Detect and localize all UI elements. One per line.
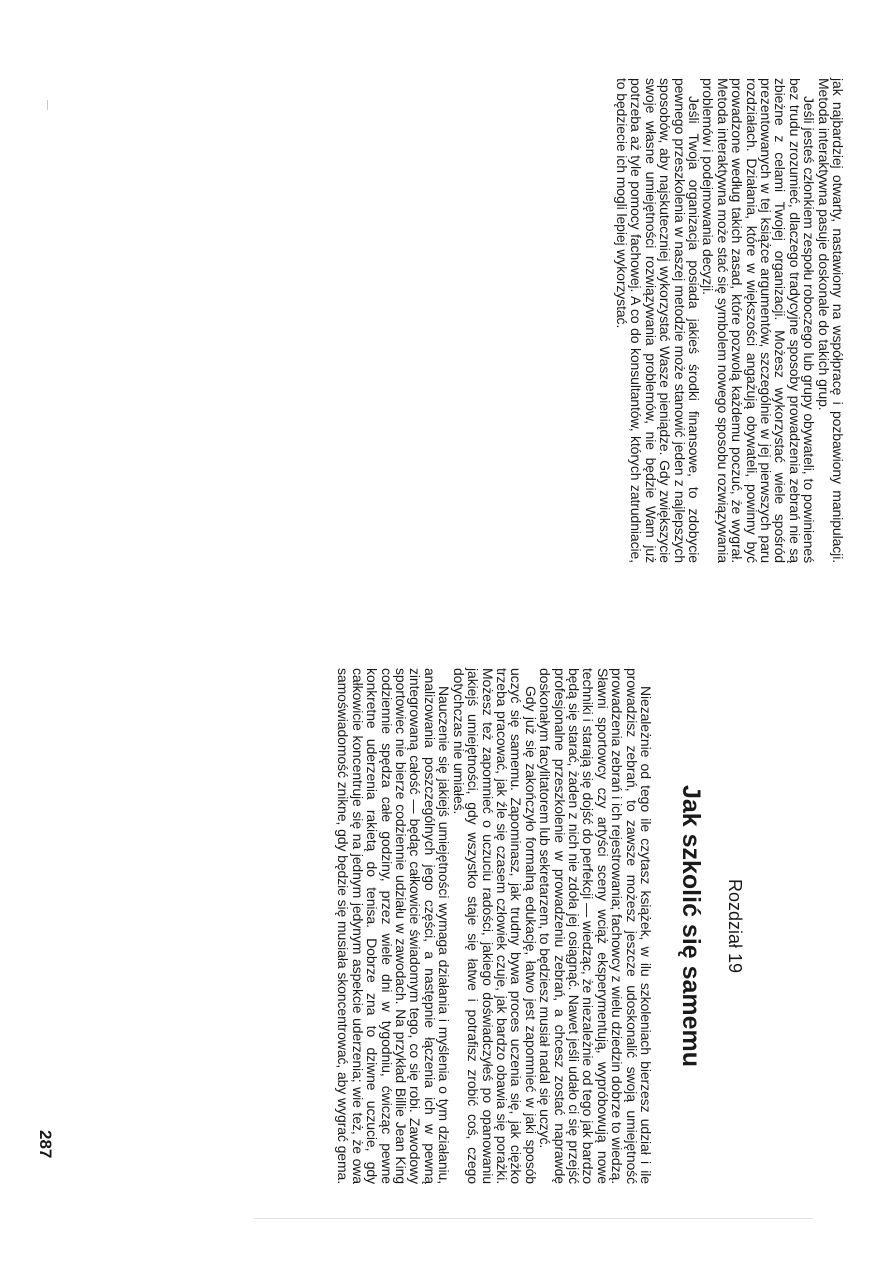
paragraph: Nauczenie się jakiejś umiejętności wymaga działania i myślenia o tym działaniu, analizowania poszczególnych jego części, a następnie łączenia ich w pewną zintegrowaną całość — będąc całkowicie świadomym tego, co się robi. Zawodowy sportowiec nie bierze codziennie udziału w zawodach. Na przykład Billie Jean King codziennie spędza całe godziny, przez wiele dni w tygodniu, ćwicząc pewne konkretne uderzenia rakietą do tenisa. Dobrze zna to dziwne uczucie, gdy całkowicie koncentruje się na jednym jedynym aspekcie uderzenia; wie też, że owa samoświadomość znikne, gdy będzie się musiała skoncentrować, aby wygrać gema. bbox=[335, 668, 453, 1184]
page-number: 287 bbox=[36, 1130, 55, 1159]
paragraph: Gdy już się zakończyło formalną edukację, łatwo jest zapomnieć w jaki sposób uczyć się samemu. Zapominasz, jak trudny bywa proces uczenia się, jak ciężko trzeba pracować, jak źle się czasem człowiek czuje, jak bardzo obawia się porażki. Możesz też zapomnieć o uczuciu radości, jakiego doświadczyłeś po opanowaniu jakiejś umiejętności, gdy wszystko staje się łatwe i potrafisz zrobić coś, czego dotychczas nie umiałeś. bbox=[450, 668, 539, 1184]
paragraph: Niezależnie od tego ile czytasz książek, w ilu szkoleniach bierzesz udział i ile prowadzisz zebrań, to zawsze możesz jeszcze udoskonalić swoją umiejętność prowadzenia zebrań i ich rejestrowania; fachowcy z wielu dziedzin dobrze to wiedzą. Sławni sportowcy czy artyści sceny wciąż eksperymentują, wypróbowują nowe techniki i starają się dojść do perfekcji — wiedząc, że niezależnie od tego jak bardzo będą się starać, żaden z nich nie zdoła jej osiągnąć. Nawet jeśli udało ci się przejść profesjonalne przeszkolenie w prowadzeniu zebrań, a chcesz zostać naprawdę doskonałym facylitatorem lub sekretarzem, to będziesz musiał nadal się uczyć. bbox=[537, 668, 654, 1184]
left-text-column bbox=[615, 78, 846, 563]
scan-edge-line bbox=[253, 1218, 813, 1219]
right-text-column bbox=[336, 668, 653, 1184]
chapter-label: Rozdział 19 bbox=[725, 878, 745, 974]
scan-edge-mark bbox=[47, 100, 48, 110]
paragraph: Jeśli Twoja organizacja posiada jakieś środki finansowe, to zdobycie pewnego przeszkolenia w naszej metodzie może stanowić jeden z najlepszych sposobów, aby najskuteczniej wykorzystać Wasze pieniądze. Gdy zwiększycie swoje własne umiejętności rozwiązywania problemów, nie będzie Wam już potrzeba aż tyle pomocy fachowej. A co do konsultantów, których zatrudniacie, to będziecie ich mogli lepiej wykorzystać. bbox=[613, 78, 702, 563]
paragraph: Jeśli jesteś członkiem zespołu roboczego lub grupy obywateli, to powinieneś bez trudu zrozumieć, dlaczego tradycyjne sposoby prowadzenia zebrań nie są zbieżne z celami Twojej organizacji. Możesz wykorzystać wiele spośród prezentowanych w tej książce argumentów, szczególnie w jej pierwszych paru rozdziałach. Działania, które w większości angażują obywateli, powinny być prowadzone według takich zasad, które pozwolą każdemu poczuć, że wygrał. Metoda interaktywna może stać się symbolem nowego sposobu rozwiązywania problemów i podejmowania decyzji. bbox=[700, 78, 818, 563]
paragraph: jak najbardziej otwarty, nastawiony na współpracę i pozbawiony manipulacji. Metoda interaktywna pasuje doskonale do takich grup. bbox=[815, 78, 846, 563]
chapter-title: Jak szkolić się samemu bbox=[677, 784, 705, 1068]
